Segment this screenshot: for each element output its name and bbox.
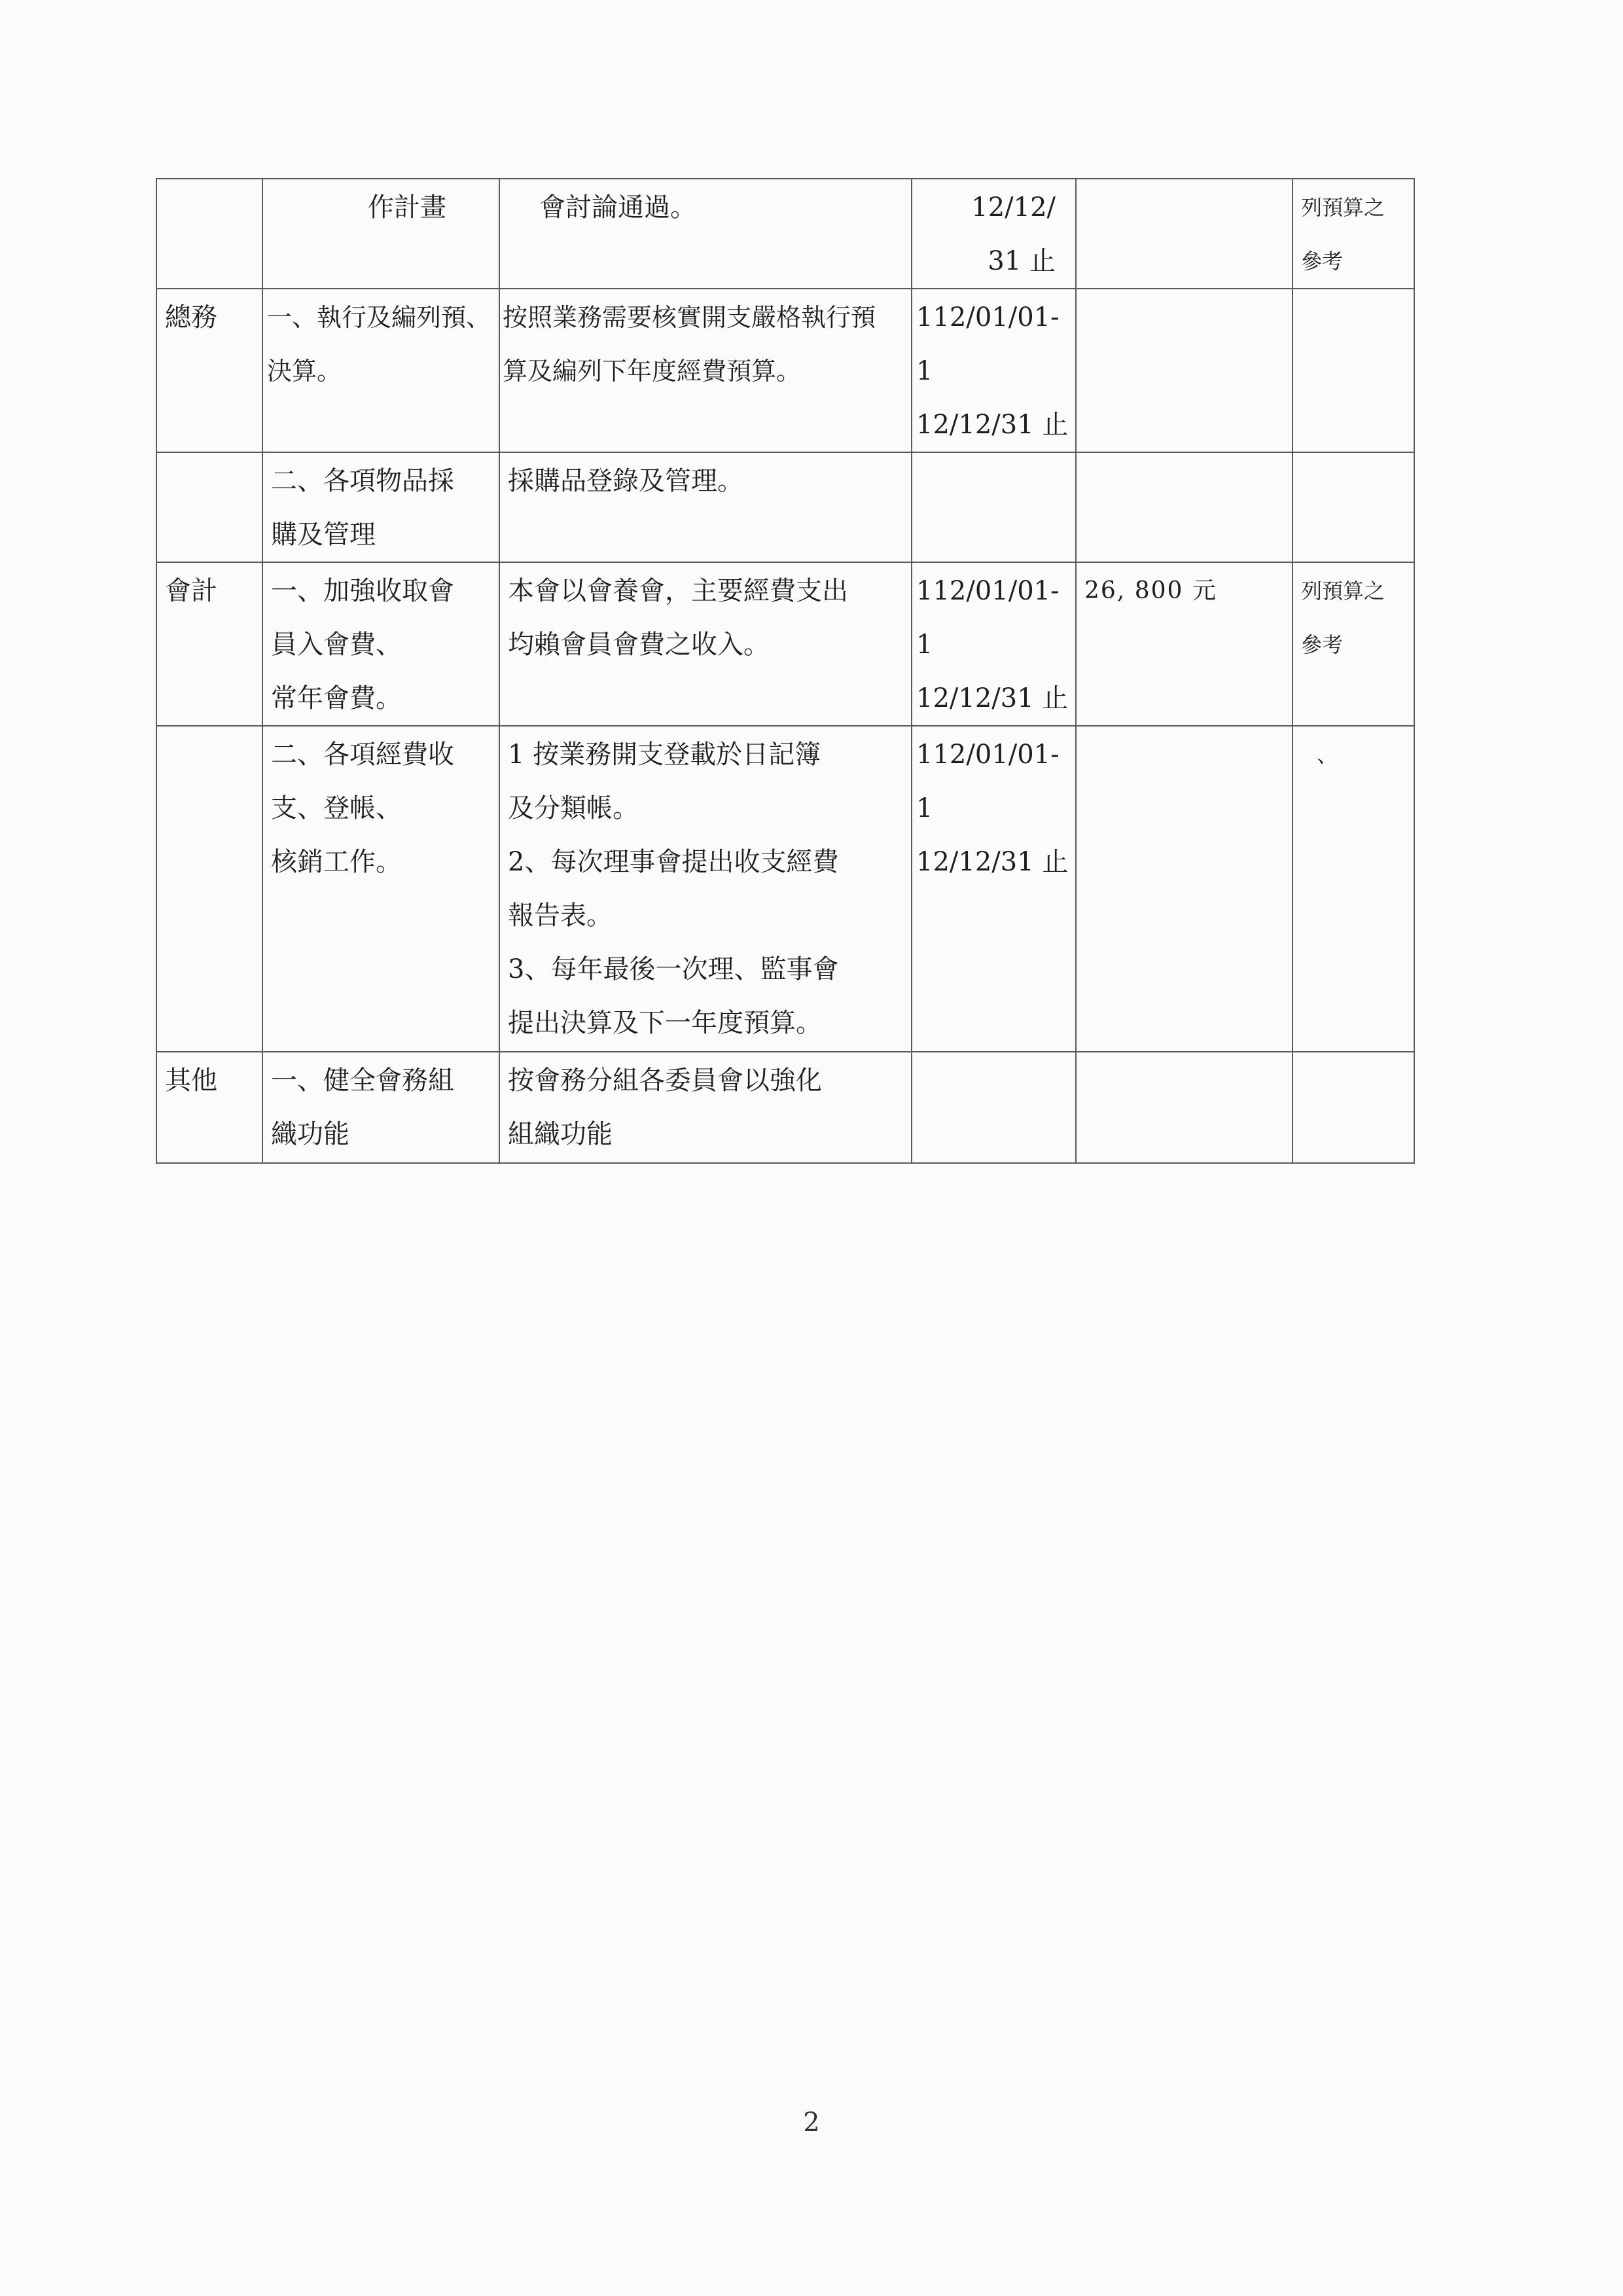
item-cell: 作計畫 xyxy=(262,179,499,289)
table-row xyxy=(156,1052,1414,1163)
table-row xyxy=(156,562,1414,726)
item-cell: 一、健全會務組 織功能 xyxy=(262,1052,499,1163)
budget-cell xyxy=(1076,726,1293,1052)
page-number: 2 xyxy=(803,2108,820,2138)
category-cell xyxy=(156,179,262,289)
note-cell xyxy=(1293,1052,1414,1163)
category-cell: 會計 xyxy=(156,562,262,726)
note-cell xyxy=(1293,289,1414,452)
note-cell: 列預算之 參考 xyxy=(1293,562,1414,726)
note-cell: 、 xyxy=(1293,726,1414,1052)
budget-cell xyxy=(1076,1052,1293,1163)
content-cell: 本會以會養會，主要經費支出 均賴會員會費之收入。 xyxy=(499,562,912,726)
budget-cell: 26, 800 元 xyxy=(1076,562,1293,726)
category-cell: 總務 xyxy=(156,289,262,452)
period-cell: 112/01/01-1 12/12/31 止 xyxy=(912,562,1076,726)
table-row xyxy=(156,179,1414,289)
table-row xyxy=(156,289,1414,452)
work-plan-table xyxy=(156,178,1415,1164)
budget-cell xyxy=(1076,289,1293,452)
table-row xyxy=(156,726,1414,1052)
table-row xyxy=(156,452,1414,562)
content-cell: 按會務分組各委員會以強化 組織功能 xyxy=(499,1052,912,1163)
note-cell xyxy=(1293,452,1414,562)
period-cell xyxy=(912,452,1076,562)
category-cell xyxy=(156,452,262,562)
note-cell: 列預算之 參考 xyxy=(1293,179,1414,289)
content-cell: 按照業務需要核實開支嚴格執行預 算及編列下年度經費預算。 xyxy=(499,289,912,452)
item-cell: 二、各項經費收 支、登帳、 核銷工作。 xyxy=(262,726,499,1052)
period-cell: 112/01/01-1 12/12/31 止 xyxy=(912,726,1076,1052)
period-cell: 12/12/ 31 止 xyxy=(912,179,1076,289)
budget-cell xyxy=(1076,452,1293,562)
item-cell: 一、執行及編列預、 決算。 xyxy=(262,289,499,452)
category-cell xyxy=(156,726,262,1052)
item-cell: 一、加強收取會 員入會費、 常年會費。 xyxy=(262,562,499,726)
period-cell: 112/01/01-1 12/12/31 止 xyxy=(912,289,1076,452)
item-cell: 二、各項物品採 購及管理 xyxy=(262,452,499,562)
content-cell: 1 按業務開支登載於日記簿 及分類帳。 2、每次理事會提出收支經費 報告表。 3、每年最後一次理、監事會 提出決算及下一年度預算。 xyxy=(499,726,912,1052)
budget-cell xyxy=(1076,179,1293,289)
content-cell: 會討論通過。 xyxy=(499,179,912,289)
category-cell: 其他 xyxy=(156,1052,262,1163)
period-cell xyxy=(912,1052,1076,1163)
content-cell: 採購品登錄及管理。 xyxy=(499,452,912,562)
